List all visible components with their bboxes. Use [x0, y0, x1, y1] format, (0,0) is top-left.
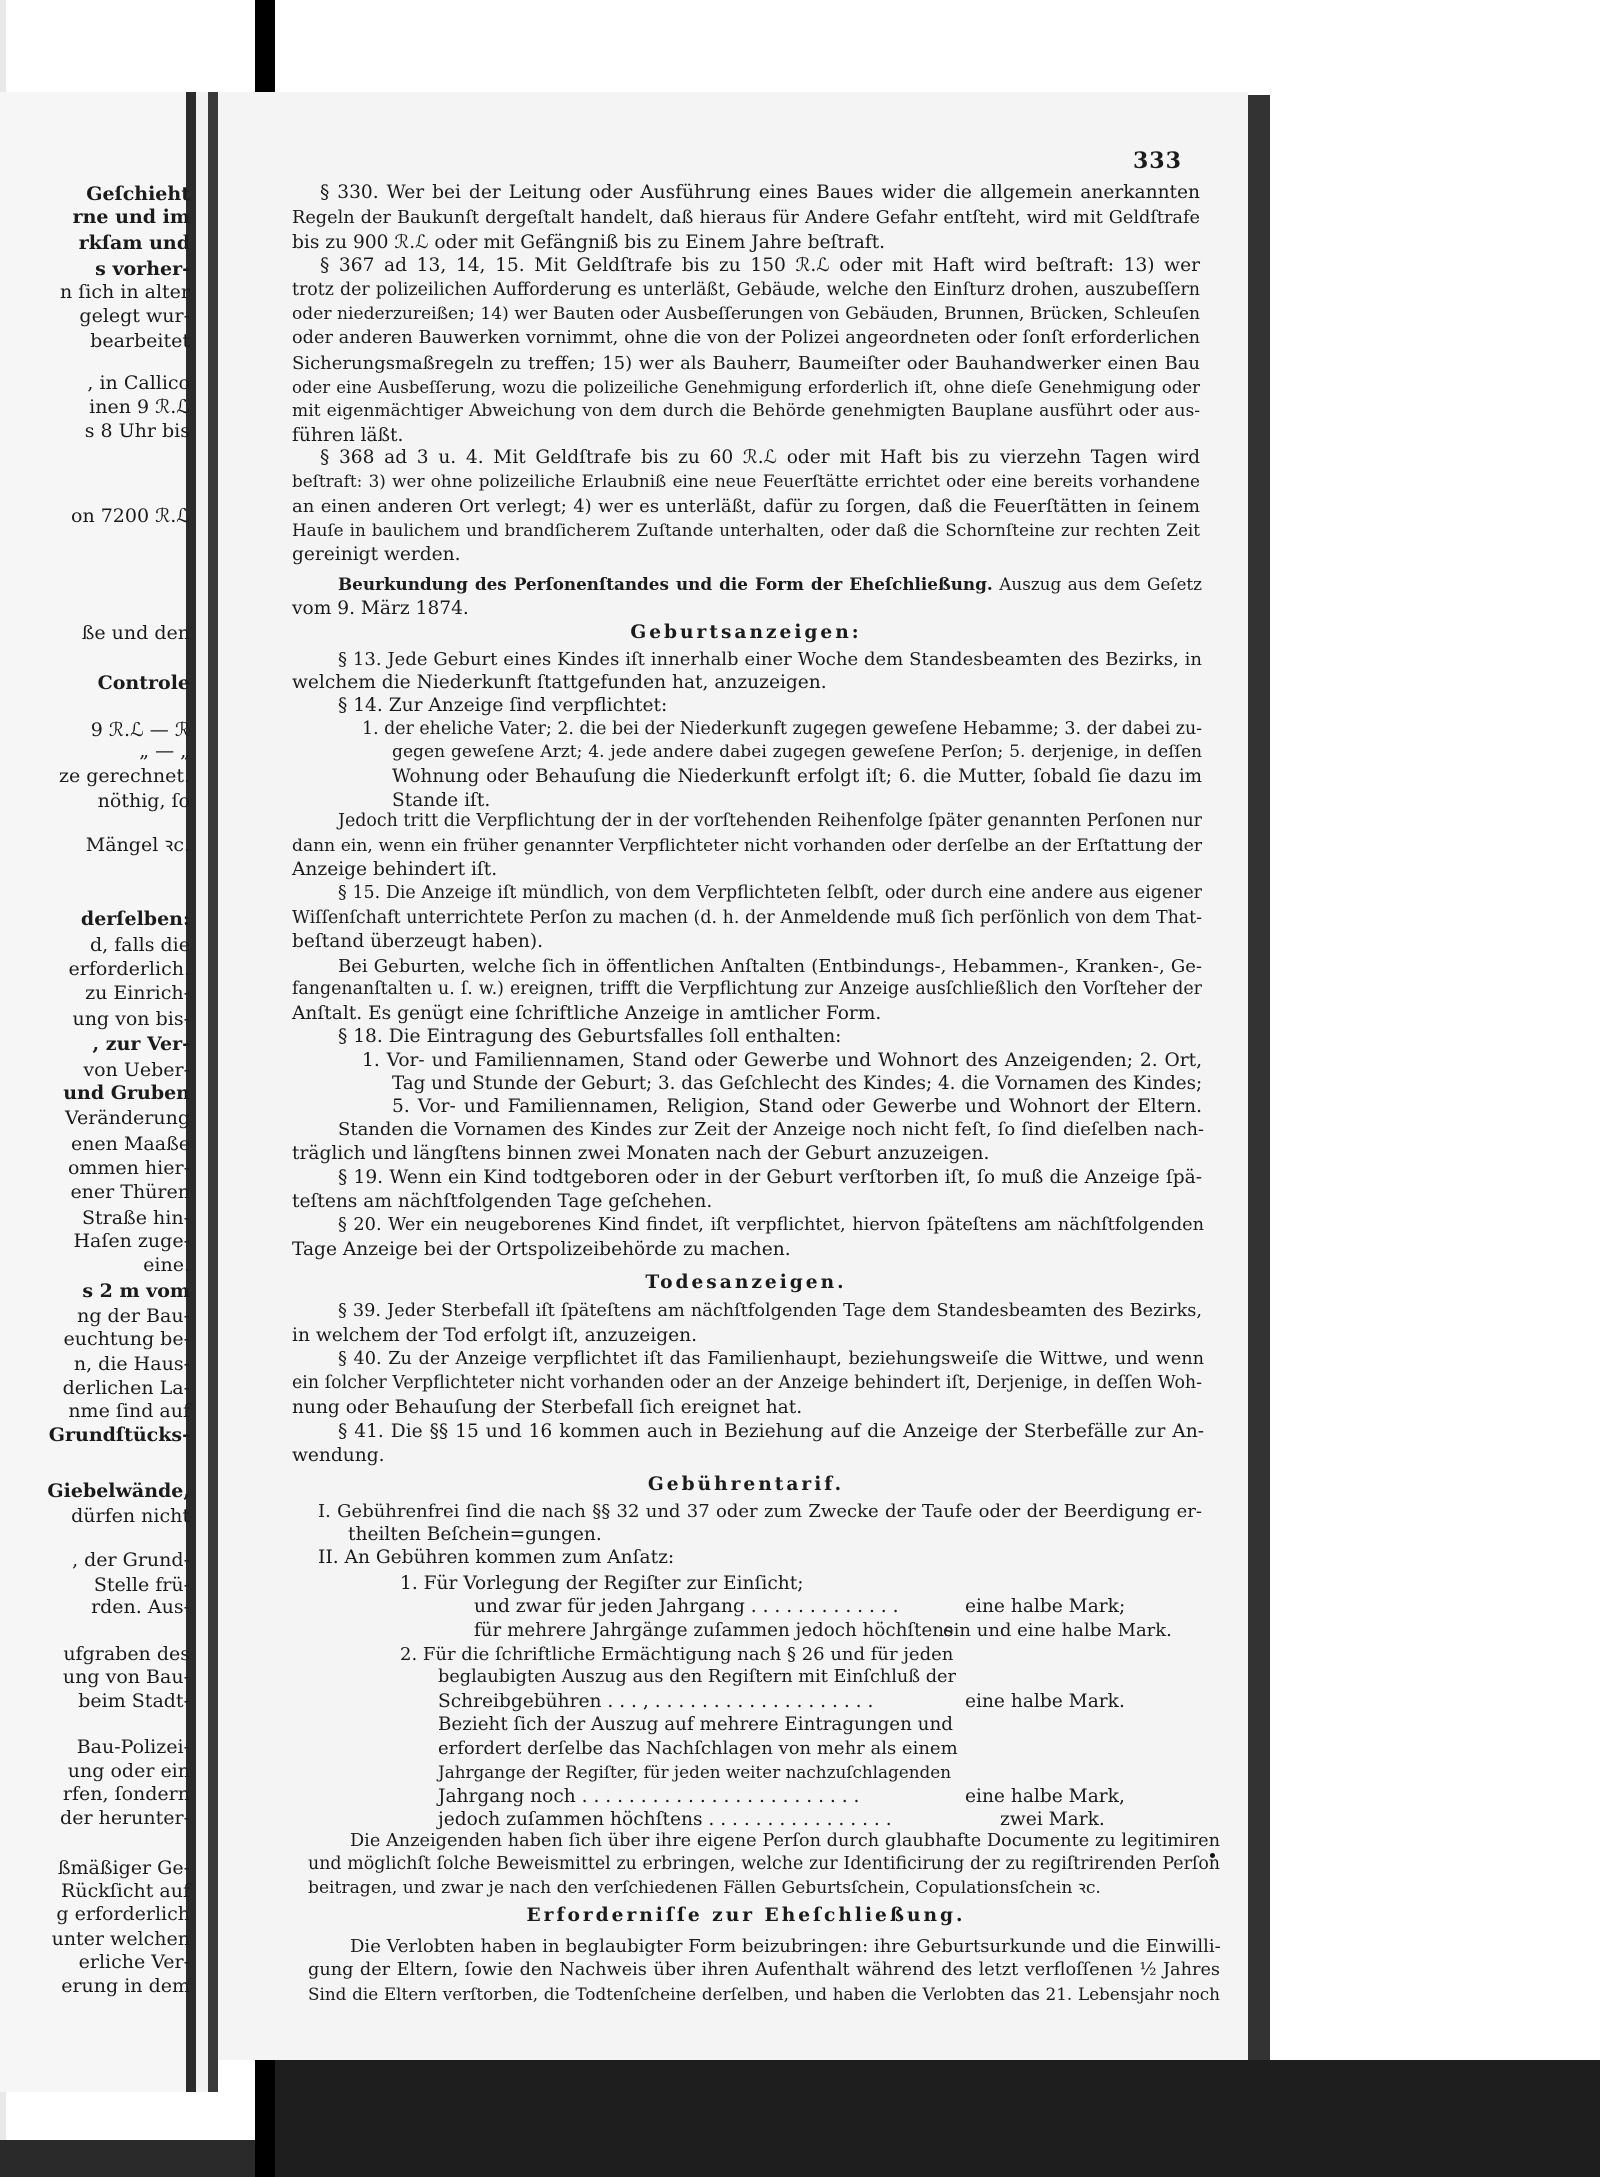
- previous-page-line: eine.: [143, 1254, 190, 1276]
- text-line: trotz der polizeilichen Aufforderung es unterläßt, Gebäude, welche den Einſturz drohen, auszubeſſern: [292, 280, 1200, 300]
- text-line: [338, 573, 1202, 596]
- text-line: beſtraft: 3) wer ohne polizeiliche Erlaubniß eine neue Feuerſtätte errichtet oder eine bereits vorhandene: [292, 471, 1200, 491]
- text-line: oder anderen Bauwerken vornimmt, ohne die von der Polizei angeordneten oder ſonſt erforderlichen: [292, 328, 1200, 348]
- previous-page-line: erung in dem: [61, 1975, 190, 1997]
- text-line: beglaubigten Auszug aus den Regiſtern mit Einſchluß der: [438, 1667, 956, 1687]
- previous-page-line: nöthig, ſo: [97, 790, 190, 812]
- text-line: nung oder Behauſung der Sterbefall ſich ereignet hat.: [292, 1397, 803, 1418]
- section-heading: Erforderniſſe zur Eheſchließung.: [526, 1905, 966, 1926]
- previous-page-line: , der Grund-: [72, 1549, 190, 1571]
- text-line: führen läßt.: [292, 425, 404, 446]
- previous-page-line: 9 ℛ.ℒ — ℛ: [90, 719, 190, 741]
- previous-page-line: inen 9 ℛ.ℒ: [89, 396, 190, 418]
- text-line: Sicherungsmaßregeln zu treffen; 15) wer als Bauherr, Baumeiſter oder Bauhandwerker einen Bau: [292, 353, 1200, 374]
- text-line: ein ſolcher Verpflichteter nicht vorhanden oder an der Anzeige behindert iſt, Derjenige, in deſſen Woh-: [292, 1373, 1202, 1393]
- previous-page-line: zu Einrich-: [85, 982, 190, 1004]
- previous-page-line: rden. Aus-: [91, 1596, 190, 1618]
- text-line: teſtens am nächſtfolgenden Tage geſchehen.: [292, 1191, 713, 1212]
- text-line: § 367 ad 13, 14, 15. Mit Geldſtrafe bis zu 150 ℛ.ℒ oder mit Haft wird beſtraft: 13) wer: [320, 255, 1200, 276]
- text-line: § 330. Wer bei der Leitung oder Ausführung eines Baues wider die allgemein anerkannten: [320, 182, 1200, 203]
- previous-page-line: Controle: [97, 672, 190, 694]
- previous-page-line: Stelle frü-: [93, 1574, 190, 1596]
- text-line: Anſtalt. Es genügt eine ſchriftliche Anzeige in amtlicher Form.: [292, 1003, 882, 1024]
- previous-page-line: Bau-Polizei-: [76, 1736, 190, 1758]
- text-line: § 368 ad 3 u. 4. Mit Geldſtrafe bis zu 60 ℛ.ℒ oder mit Haft bis zu vierzehn Tagen wird: [320, 447, 1200, 468]
- scan-bottom-border-left: [0, 2140, 255, 2177]
- previous-page-line: Geſchieht: [86, 183, 190, 205]
- previous-page-line: n ſich in alter: [59, 281, 190, 303]
- previous-page-line: gelegt wur-: [79, 305, 190, 327]
- previous-page-line: Mängel ꝛc.: [85, 834, 190, 856]
- text-line: Jahrgange der Regiſter, für jeden weiter nachzuſchlagenden: [438, 1762, 951, 1782]
- text-line: und zwar für jeden Jahrgang . . . . . . . . . . . . .: [474, 1596, 899, 1617]
- text-line: § 13. Jede Geburt eines Kindes iſt innerhalb einer Woche dem Standesbeamten des Bezirks, in: [338, 649, 1202, 670]
- text-line: Stande iſt.: [392, 790, 491, 811]
- previous-page-line: s 2 m vom: [82, 1280, 190, 1302]
- text-line: Jahrgang noch . . . . . . . . . . . . . . . . . . . . . . . .: [438, 1786, 860, 1807]
- text-line: § 18. Die Eintragung des Geburtsfalles ſoll enthalten:: [338, 1026, 842, 1047]
- previous-page-line: euchtung be-: [63, 1328, 190, 1350]
- previous-page-line: bearbeitet: [90, 330, 190, 352]
- text-line: und möglichſt ſolche Beweismittel zu erbringen, welche zur Identificirung der zu regiſtrirenden Perſon: [308, 1854, 1220, 1874]
- previous-page-line: dürfen nicht: [71, 1505, 190, 1527]
- text-line: Standen die Vornamen des Kindes zur Zeit der Anzeige noch nicht feſt, ſo ſind dieſelben nach-: [338, 1119, 1204, 1140]
- previous-page-line: Giebelwände,: [47, 1480, 190, 1502]
- text-line: in welchem der Tod erfolgt iſt, anzuzeigen.: [292, 1325, 697, 1346]
- text-line: 5. Vor- und Familiennamen, Religion, Stand oder Gewerbe und Wohnort der Eltern.: [392, 1096, 1202, 1117]
- previous-page-line: on 7200 ℛ.ℒ: [71, 505, 190, 527]
- previous-page-line: ng der Bau-: [77, 1305, 190, 1327]
- previous-page-line: ommen hier-: [67, 1157, 190, 1179]
- heading-bold: Beurkundung des Perſonenſtandes und die Form der Eheſchließung.: [338, 574, 993, 594]
- previous-page-line: rne und im: [72, 206, 190, 228]
- fee-amount: eine halbe Mark;: [965, 1596, 1126, 1617]
- text-line: Die Verlobten haben in beglaubigter Form beizubringen: ihre Geburtsurkunde und die Einwilli-: [350, 1936, 1221, 1957]
- fee-amount: zwei Mark.: [1000, 1809, 1105, 1830]
- text-line: 1. der eheliche Vater; 2. die bei der Niederkunft zugegen geweſene Hebamme; 3. der dabei zu-: [362, 719, 1203, 739]
- previous-page-line: ung von Bau-: [62, 1666, 190, 1688]
- previous-page-line: der herunter-: [60, 1807, 190, 1829]
- text-line: an einen anderen Ort verlegt; 4) wer es unterläßt, dafür zu ſorgen, daß die Feuerſtätten in ſeinem: [292, 496, 1200, 517]
- text-line: 1. Für Vorlegung der Regiſter zur Einſicht;: [400, 1573, 804, 1594]
- page-number: 333: [1133, 148, 1182, 174]
- section-heading: Gebührentarif.: [647, 1474, 845, 1495]
- fee-amount: eine halbe Mark.: [965, 1691, 1125, 1712]
- previous-page-line: rkſam und: [78, 232, 190, 254]
- previous-page-line: d, falls die: [89, 934, 190, 956]
- text-line: gereinigt werden.: [292, 544, 461, 565]
- previous-page-line: enen Maaße: [70, 1133, 190, 1155]
- previous-page-line: ßmäßiger Ge-: [57, 1857, 190, 1879]
- previous-page-line: rfen, ſondern: [62, 1783, 190, 1805]
- previous-page-line: erforderlich.: [68, 958, 190, 980]
- text-line: welchem die Niederkunft ſtattgefunden hat, anzuzeigen.: [292, 672, 827, 693]
- text-line: mit eigenmächtiger Abweichung von dem durch die Behörde genehmigten Bauplane ausführt oder aus-: [292, 401, 1200, 421]
- previous-page-line: unter welchen: [51, 1928, 190, 1950]
- text-line: theilten Beſchein=gungen.: [348, 1524, 602, 1545]
- text-line: Wohnung oder Behauſung die Niederkunft erfolgt iſt; 6. die Mutter, ſobald ſie dazu im: [392, 766, 1202, 787]
- scan-bottom-border: [275, 2060, 1600, 2177]
- text-line: Regeln der Baukunſt dergeſtalt handelt, daß hieraus für Andere Gefahr entſteht, wird mit Geldſtrafe: [292, 208, 1200, 228]
- book-gutter: [196, 92, 208, 2092]
- previous-page-line: beim Stadt-: [78, 1690, 190, 1712]
- heading-tail: Auszug aus dem Geſetz: [992, 574, 1203, 594]
- previous-page-line: nme ſind auf: [68, 1400, 190, 1422]
- text-line: fangenanſtalten u. ſ. w.) ereignen, trifft die Verpflichtung zur Anzeige ausſchließlich den Vorſteher der: [292, 979, 1202, 999]
- text-line: Die Anzeigenden haben ſich über ihre eigene Perſon durch glaubhafte Documente zu legitimiren: [350, 1831, 1220, 1851]
- text-line: § 39. Jeder Sterbefall iſt ſpäteſtens am nächſtfolgenden Tage dem Standesbeamten des Bezirks,: [338, 1301, 1202, 1321]
- previous-page-line: und Gruben: [63, 1082, 190, 1104]
- text-line: Schreibgebühren . . . , . . . . . . . . . . . . . . . . . . .: [438, 1691, 874, 1712]
- text-line: oder niederzureißen; 14) wer Bauten oder Ausbeſſerungen von Gebäuden, Brunnen, Brücken, Schleuſen: [292, 304, 1200, 324]
- section-heading: Geburtsanzeigen:: [630, 622, 862, 643]
- text-line: Hauſe in baulichem und brandſicherem Zuſtande unterhalten, oder daß die Schornſteine zur rechten Zeit: [292, 520, 1200, 540]
- text-line: § 15. Die Anzeige iſt mündlich, von dem Verpflichteten ſelbſt, oder durch eine andere aus eigener: [338, 883, 1202, 903]
- previous-page-line: , in Callico: [87, 372, 190, 394]
- text-line: oder eine Ausbeſſerung, wozu die polizeiliche Genehmigung erforderlich iſt, ohne dieſe Genehmigung oder: [292, 378, 1200, 397]
- previous-page-line: Rückſicht auf: [61, 1880, 190, 1902]
- text-line: Bei Geburten, welche ſich in öffentlichen Anſtalten (Entbindungs-, Hebammen-, Kranken-, Ge-: [338, 956, 1202, 977]
- text-line: 2. Für die ſchriftliche Ermächtigung nach § 26 und für jeden: [400, 1644, 954, 1665]
- text-line: vom 9. März 1874.: [292, 598, 469, 619]
- previous-page-line: n, die Haus-: [73, 1353, 190, 1375]
- text-line: § 20. Wer ein neugeborenes Kind findet, iſt verpflichtet, hiervon ſpäteſtens am nächſtfolgenden: [338, 1215, 1204, 1235]
- previous-page-line: Straße hin-: [81, 1207, 190, 1229]
- previous-page-line: ener Thüren: [70, 1181, 190, 1203]
- text-line: Tage Anzeige bei der Ortspolizeibehörde zu machen.: [292, 1239, 791, 1260]
- previous-page-line: derlichen La-: [62, 1377, 190, 1399]
- text-line: für mehrere Jahrgänge zuſammen jedoch höchſtens: [474, 1620, 954, 1641]
- text-line: beſtand überzeugt haben).: [292, 931, 544, 952]
- previous-page-line: , zur Ver-: [92, 1033, 190, 1055]
- book-gutter-shadow: [208, 92, 218, 2092]
- text-line: Jedoch tritt die Verpflichtung der in der vorſtehenden Reihenfolge ſpäter genannten Perſonen nur: [338, 811, 1202, 831]
- previous-page-line: „ — „: [139, 740, 190, 762]
- text-line: dann ein, wenn ein früher genannter Verpflichteter nicht vorhanden oder derſelbe an der Erſtattung der: [292, 836, 1202, 856]
- previous-page-line: ufgraben des: [63, 1643, 190, 1665]
- text-line: Sind die Eltern verſtorben, die Todtenſcheine derſelben, und haben die Verlobten das 21. Lebensjahr noch: [308, 1984, 1220, 2004]
- text-line: träglich und längſtens binnen zwei Monaten nach der Geburt anzuzeigen.: [292, 1143, 990, 1164]
- previous-page-line: derſelben:: [80, 908, 190, 930]
- text-line: beitragen, und zwar je nach den verſchiedenen Fällen Geburtsſchein, Copulationsſchein ꝛc.: [308, 1878, 1101, 1898]
- previous-page-line: Grundſtücks-: [48, 1424, 190, 1446]
- text-line: gegen geweſene Arzt; 4. jede andere dabei zugegen geweſene Perſon; 5. derjenige, in deſſen: [392, 742, 1202, 762]
- text-line: Bezieht ſich der Auszug auf mehrere Eintragungen und: [438, 1714, 953, 1735]
- text-line: erfordert derſelbe das Nachſchlagen von mehr als einem: [438, 1738, 958, 1759]
- text-line: bis zu 900 ℛ.ℒ oder mit Gefängniß bis zu Einem Jahre beſtraft.: [292, 232, 886, 253]
- section-heading: Todesanzeigen.: [645, 1272, 847, 1293]
- text-line: § 19. Wenn ein Kind todtgeboren oder in der Geburt verſtorben iſt, ſo muß die Anzeige ſpä-: [338, 1167, 1202, 1188]
- previous-page-line: Haſen zuge-: [73, 1230, 190, 1252]
- previous-page-line: erliche Ver-: [78, 1951, 190, 1973]
- text-line: 1. Vor- und Familiennamen, Stand oder Gewerbe und Wohnort des Anzeigenden; 2. Ort,: [362, 1050, 1202, 1071]
- previous-page-line: s 8 Uhr bis: [84, 420, 190, 442]
- previous-page-line: ung oder ein: [67, 1760, 190, 1782]
- previous-page-line: Veränderung: [65, 1107, 190, 1129]
- previous-page-line: ze gerechnet.: [58, 765, 190, 787]
- page-edge-shadow: [1248, 95, 1270, 2060]
- text-line: § 14. Zur Anzeige ſind verpflichtet:: [338, 695, 668, 716]
- text-line: § 41. Die §§ 15 und 16 kommen auch in Beziehung auf die Anzeige der Sterbefälle zur An-: [338, 1421, 1204, 1442]
- text-line: I. Gebührenfrei ſind die nach §§ 32 und 37 oder zum Zwecke der Taufe oder der Beerdigung er-: [318, 1501, 1202, 1522]
- text-line: gung der Eltern, ſowie den Nachweis über ihren Aufenthalt während des letzt verfloſſenen ½ Jahres: [308, 1960, 1220, 1980]
- previous-page-line: s vorher-: [95, 258, 190, 280]
- fee-amount: ein und eine halbe Mark.: [943, 1620, 1172, 1641]
- text-line: § 40. Zu der Anzeige verpflichtet iſt das Familienhaupt, beziehungsweiſe die Wittwe, und wenn: [338, 1349, 1204, 1369]
- previous-page-line: g erforderlich: [56, 1903, 190, 1925]
- previous-page-line: ung von bis-: [72, 1008, 190, 1030]
- previous-page-line: ße und den: [81, 622, 190, 644]
- fee-amount: eine halbe Mark,: [965, 1786, 1125, 1807]
- text-line: Anzeige behindert iſt.: [292, 859, 498, 880]
- text-line: Tag und Stunde der Geburt; 3. das Geſchlecht des Kindes; 4. die Vornamen des Kindes;: [392, 1073, 1203, 1094]
- text-line: Wiſſenſchaft unterrichtete Perſon zu machen (d. h. der Anmeldende muß ſich perſönlich von dem That-: [292, 908, 1202, 928]
- text-line: II. An Gebühren kommen zum Anſatz:: [318, 1547, 675, 1568]
- text-line: wendung.: [292, 1445, 385, 1466]
- text-line: jedoch zuſammen höchſtens . . . . . . . . . . . . . . . .: [438, 1809, 892, 1830]
- previous-page-line: von Ueber-: [83, 1059, 190, 1081]
